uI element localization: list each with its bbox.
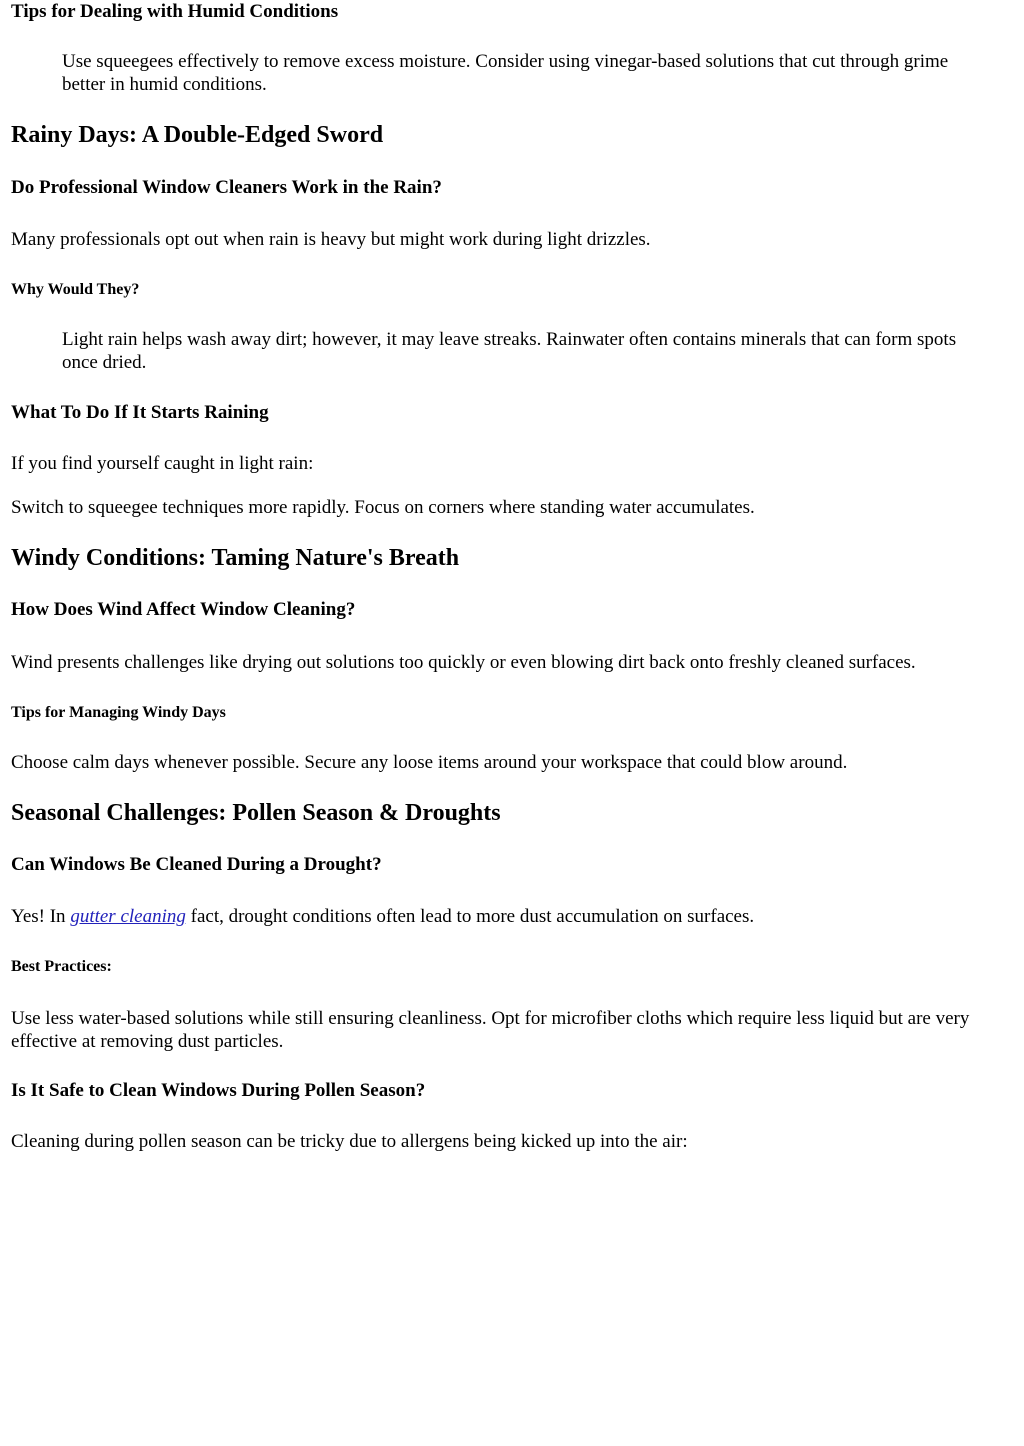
wind-affect-text: Wind presents challenges like drying out solutions too quickly or even blowing dirt back onto freshly cleaned surfaces. <box>11 652 916 673</box>
windy-conditions-heading: Windy Conditions: Taming Nature's Breath <box>11 545 460 571</box>
drought-text-after: fact, drought conditions often lead to more dust accumulation on surfaces. <box>185 906 755 927</box>
why-would-they-text: Light rain helps wash away dirt; however, it may leave streaks. Rainwater often contains minerals that can form spots once dried. <box>62 329 957 373</box>
rainy-days-heading: Rainy Days: A Double-Edged Sword <box>11 122 384 148</box>
humid-tips-text: Use squeegees effectively to remove excess moisture. Consider using vinegar-based solutions that cut through grime better in humid conditions. <box>62 51 949 95</box>
switch-squeegee-text: Switch to squeegee techniques more rapidly. Focus on corners where standing water accumulates. <box>11 497 755 518</box>
caught-rain-text: If you find yourself caught in light rain: <box>11 453 314 474</box>
best-practices-text: Use less water-based solutions while still ensuring cleanliness. Opt for microfiber cloths which require less liquid but are very effective at removing dust particles. <box>11 1008 970 1052</box>
wind-affect-heading: How Does Wind Affect Window Cleaning? <box>11 599 356 620</box>
windy-tips-heading: Tips for Managing Windy Days <box>11 704 226 721</box>
gutter-cleaning-link[interactable]: gutter cleaning <box>70 906 186 927</box>
pollen-season-text: Cleaning during pollen season can be tricky due to allergens being kicked up into the air: <box>11 1131 688 1152</box>
drought-text-before: Yes! In <box>11 906 71 927</box>
seasonal-challenges-heading: Seasonal Challenges: Pollen Season & Droughts <box>11 800 501 826</box>
best-practices-heading: Best Practices: <box>11 958 112 975</box>
starts-raining-heading: What To Do If It Starts Raining <box>11 402 269 423</box>
drought-heading: Can Windows Be Cleaned During a Drought? <box>11 854 382 875</box>
why-would-they-heading: Why Would They? <box>11 281 140 298</box>
rain-work-heading: Do Professional Window Cleaners Work in the Rain? <box>11 177 442 198</box>
humid-tips-heading: Tips for Dealing with Humid Conditions <box>11 1 339 22</box>
pollen-season-heading: Is It Safe to Clean Windows During Pollen Season? <box>11 1080 426 1101</box>
drought-text <box>11 905 1012 928</box>
windy-tips-text: Choose calm days whenever possible. Secure any loose items around your workspace that could blow around. <box>11 752 848 773</box>
rain-work-text: Many professionals opt out when rain is heavy but might work during light drizzles. <box>11 229 651 250</box>
